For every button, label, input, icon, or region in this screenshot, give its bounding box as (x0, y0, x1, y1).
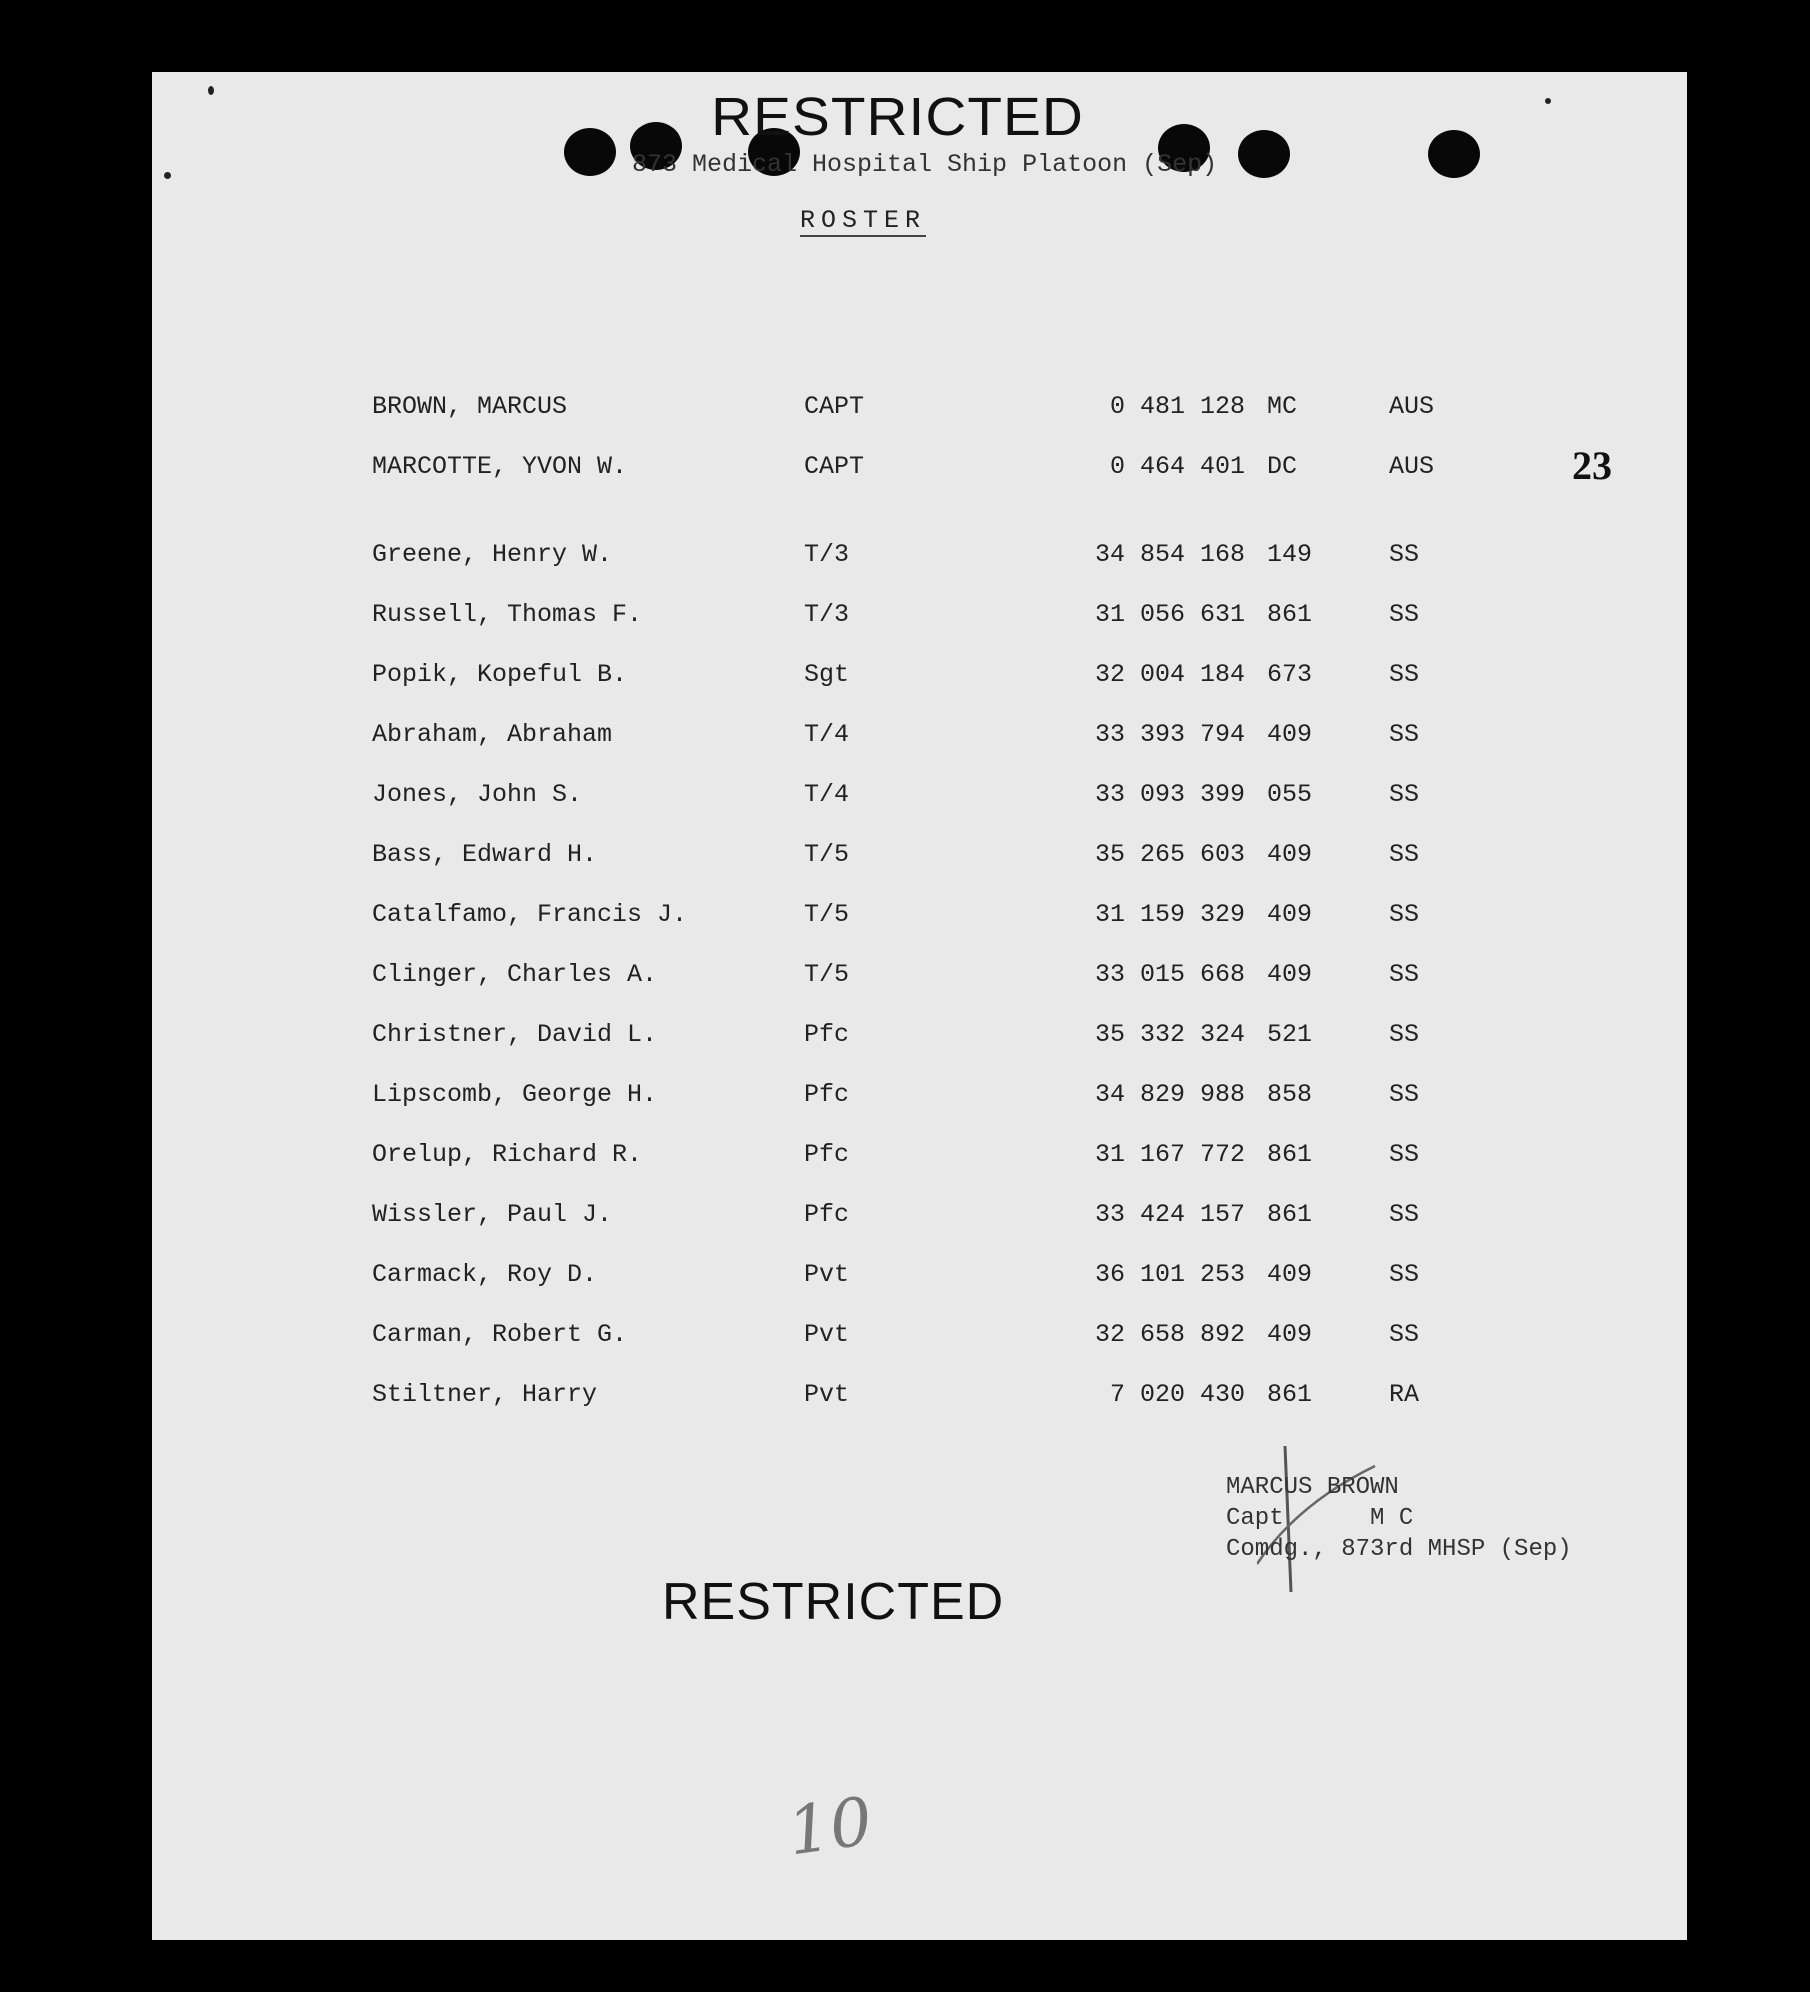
roster-name: Carman, Robert G. (372, 1320, 628, 1349)
restricted-stamp-top: RESTRICTED (711, 87, 1084, 147)
roster-component: SS (1389, 1320, 1420, 1349)
roster-rank: Pvt (804, 1320, 850, 1349)
roster-code: 055 (1267, 780, 1313, 809)
roster-code: 409 (1267, 1260, 1313, 1289)
roster-serial: 32 658 892 (1094, 1320, 1245, 1349)
roster-row (152, 1140, 1687, 1180)
roster-component: SS (1389, 900, 1420, 929)
roster-name: MARCOTTE, YVON W. (372, 452, 628, 481)
signature-rank: Capt M C (1226, 1505, 1414, 1532)
roster-component: SS (1389, 1080, 1420, 1109)
roster-title: ROSTER (800, 206, 927, 235)
roster-code: 409 (1267, 900, 1313, 929)
roster-serial: 0 481 128 (1109, 392, 1245, 421)
roster-component: SS (1389, 540, 1420, 569)
roster-serial: 33 424 157 (1094, 1200, 1245, 1229)
punch-hole (1238, 130, 1290, 178)
roster-rank: T/5 (804, 840, 850, 869)
roster-code: 409 (1267, 960, 1313, 989)
roster-code: 149 (1267, 540, 1313, 569)
roster-serial: 36 101 253 (1094, 1260, 1245, 1289)
roster-component: SS (1389, 660, 1420, 689)
roster-row (152, 1020, 1687, 1060)
roster-name: Christner, David L. (372, 1020, 658, 1049)
roster-component: SS (1389, 1140, 1420, 1169)
roster-name: Clinger, Charles A. (372, 960, 658, 989)
roster-row (152, 392, 1687, 432)
roster-serial: 34 854 168 (1094, 540, 1245, 569)
roster-component: SS (1389, 960, 1420, 989)
roster-code: 861 (1267, 600, 1313, 629)
roster-rank: CAPT (804, 452, 865, 481)
roster-code: 409 (1267, 1320, 1313, 1349)
roster-serial: 34 829 988 (1094, 1080, 1245, 1109)
roster-name: Jones, John S. (372, 780, 583, 809)
roster-row (152, 840, 1687, 880)
roster-rank: Pfc (804, 1200, 850, 1229)
roster-code: 861 (1267, 1140, 1313, 1169)
roster-serial: 33 093 399 (1094, 780, 1245, 809)
roster-name: Abraham, Abraham (372, 720, 613, 749)
roster-row (152, 660, 1687, 700)
roster-code: 521 (1267, 1020, 1313, 1049)
speck (1545, 98, 1551, 104)
roster-component: SS (1389, 1200, 1420, 1229)
roster-serial: 35 265 603 (1094, 840, 1245, 869)
roster-serial: 31 056 631 (1094, 600, 1245, 629)
roster-row (152, 600, 1687, 640)
roster-rank: Pfc (804, 1020, 850, 1049)
roster-name: Stiltner, Harry (372, 1380, 598, 1409)
roster-row (152, 452, 1687, 492)
roster-row (152, 1320, 1687, 1360)
roster-component: SS (1389, 600, 1420, 629)
roster-name: Catalfamo, Francis J. (372, 900, 688, 929)
signature-name: MARCUS BROWN (1226, 1474, 1399, 1501)
roster-name: Orelup, Richard R. (372, 1140, 643, 1169)
punch-hole (564, 128, 616, 176)
handwritten-number: 10 (783, 1782, 877, 1871)
roster-serial: 0 464 401 (1109, 452, 1245, 481)
roster-row (152, 540, 1687, 580)
roster-component: SS (1389, 720, 1420, 749)
roster-component: SS (1389, 840, 1420, 869)
document-page (152, 72, 1687, 1940)
page-number: 23 (1572, 443, 1612, 488)
roster-serial: 33 015 668 (1094, 960, 1245, 989)
roster-serial: 7 020 430 (1109, 1380, 1245, 1409)
signature-block (1226, 1472, 1572, 1565)
roster-code: 673 (1267, 660, 1313, 689)
roster-code: MC (1267, 392, 1298, 421)
roster-rank: T/5 (804, 960, 850, 989)
roster-rank: T/3 (804, 600, 850, 629)
roster-row (152, 780, 1687, 820)
roster-name: Lipscomb, George H. (372, 1080, 658, 1109)
roster-rank: T/3 (804, 540, 850, 569)
roster-row (152, 960, 1687, 1000)
roster-serial: 33 393 794 (1094, 720, 1245, 749)
roster-rank: T/4 (804, 720, 850, 749)
roster-code: 409 (1267, 720, 1313, 749)
roster-rank: Sgt (804, 660, 850, 689)
roster-row (152, 1080, 1687, 1120)
roster-row (152, 1380, 1687, 1420)
roster-rank: CAPT (804, 392, 865, 421)
speck (164, 172, 171, 179)
roster-code: 858 (1267, 1080, 1313, 1109)
roster-serial: 32 004 184 (1094, 660, 1245, 689)
roster-name: Greene, Henry W. (372, 540, 613, 569)
roster-code: 861 (1267, 1200, 1313, 1229)
roster-name: Russell, Thomas F. (372, 600, 643, 629)
restricted-stamp-bottom: RESTRICTED (662, 1573, 1005, 1631)
roster-rank: Pvt (804, 1260, 850, 1289)
unit-line: 873 Medical Hospital Ship Platoon (Sep) (632, 150, 1218, 179)
roster-row (152, 1260, 1687, 1300)
roster-serial: 31 167 772 (1094, 1140, 1245, 1169)
roster-name: Carmack, Roy D. (372, 1260, 598, 1289)
roster-name: Wissler, Paul J. (372, 1200, 613, 1229)
signature-title: Comdg., 873rd MHSP (Sep) (1226, 1536, 1572, 1563)
roster-name: Popik, Kopeful B. (372, 660, 628, 689)
roster-component: AUS (1389, 452, 1435, 481)
speck (208, 86, 214, 95)
roster-rank: Pvt (804, 1380, 850, 1409)
roster-rank: Pfc (804, 1080, 850, 1109)
roster-row (152, 720, 1687, 760)
roster-code: 861 (1267, 1380, 1313, 1409)
roster-component: AUS (1389, 392, 1435, 421)
roster-row (152, 1200, 1687, 1240)
roster-row (152, 900, 1687, 940)
roster-name: BROWN, MARCUS (372, 392, 568, 421)
punch-hole (1428, 130, 1480, 178)
roster-rank: T/5 (804, 900, 850, 929)
roster-rank: Pfc (804, 1140, 850, 1169)
roster-component: SS (1389, 1020, 1420, 1049)
roster-component: SS (1389, 780, 1420, 809)
roster-component: RA (1389, 1380, 1420, 1409)
roster-code: 409 (1267, 840, 1313, 869)
roster-component: SS (1389, 1260, 1420, 1289)
roster-name: Bass, Edward H. (372, 840, 598, 869)
roster-serial: 31 159 329 (1094, 900, 1245, 929)
roster-code: DC (1267, 452, 1298, 481)
roster-serial: 35 332 324 (1094, 1020, 1245, 1049)
roster-rank: T/4 (804, 780, 850, 809)
